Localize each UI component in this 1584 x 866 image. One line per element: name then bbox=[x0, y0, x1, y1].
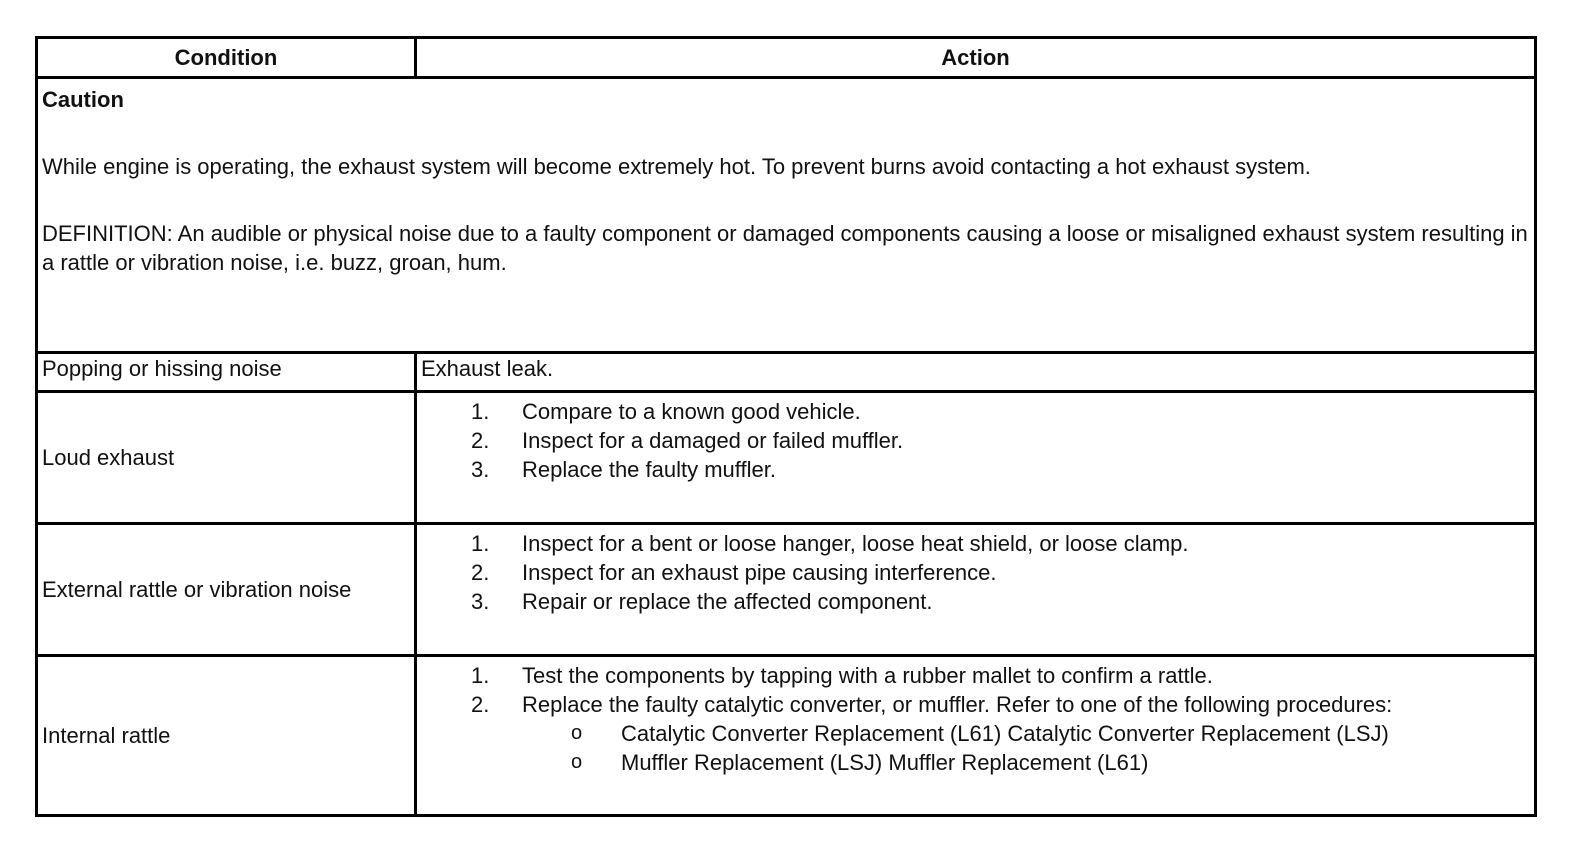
table-row bbox=[37, 392, 1536, 524]
step-text: Repair or replace the affected component. bbox=[522, 589, 933, 614]
step-text: Compare to a known good vehicle. bbox=[522, 399, 861, 424]
step-item bbox=[421, 587, 1534, 616]
step-number: 1. bbox=[471, 399, 490, 424]
step-text: Replace the faulty muffler. bbox=[522, 457, 776, 482]
step-list bbox=[421, 661, 1534, 777]
step-list bbox=[421, 397, 1534, 484]
step-text: Inspect for a bent or loose hanger, loose heat shield, or loose clamp. bbox=[522, 531, 1189, 556]
step-number: 3. bbox=[471, 589, 490, 614]
step-text: Test the components by tapping with a rubber mallet to confirm a rattle. bbox=[522, 663, 1213, 688]
procedure-list bbox=[522, 719, 1534, 777]
step-item bbox=[421, 690, 1534, 777]
action-cell bbox=[416, 656, 1536, 816]
step-item bbox=[421, 397, 1534, 426]
condition-cell: Popping or hissing noise bbox=[37, 353, 416, 392]
step-item bbox=[421, 558, 1534, 587]
table-row bbox=[37, 524, 1536, 656]
action-cell: Exhaust leak. bbox=[416, 353, 1536, 392]
bullet-icon: o bbox=[571, 722, 583, 744]
action-cell bbox=[416, 524, 1536, 656]
condition-cell: External rattle or vibration noise bbox=[37, 524, 416, 656]
condition-cell: Internal rattle bbox=[37, 656, 416, 816]
procedure-text: Catalytic Converter Replacement (L61) Catalytic Converter Replacement (LSJ) bbox=[621, 721, 1389, 746]
step-item bbox=[421, 426, 1534, 455]
procedure-item bbox=[521, 748, 1534, 777]
caution-row bbox=[37, 78, 1536, 353]
step-item bbox=[421, 661, 1534, 690]
condition-cell: Loud exhaust bbox=[37, 392, 416, 524]
action-header: Action bbox=[416, 38, 1536, 78]
condition-header: Condition bbox=[37, 38, 416, 78]
step-text: Replace the faulty catalytic converter, or muffler. Refer to one of the following procedures: bbox=[522, 692, 1393, 717]
step-text: Inspect for a damaged or failed muffler. bbox=[522, 428, 904, 453]
caution-text: While engine is operating, the exhaust system will become extremely hot. To prevent burns avoid contacting a hot exhaust system. bbox=[42, 154, 1311, 179]
table-row bbox=[37, 353, 1536, 392]
step-number: 2. bbox=[471, 692, 490, 717]
step-number: 2. bbox=[471, 428, 490, 453]
header-row bbox=[37, 38, 1536, 78]
bullet-icon: o bbox=[571, 751, 583, 773]
caution-cell bbox=[37, 78, 1536, 353]
caution-title: Caution bbox=[42, 87, 124, 112]
diagnostic-table bbox=[35, 36, 1537, 817]
step-number: 1. bbox=[471, 531, 490, 556]
procedure-item bbox=[521, 719, 1534, 748]
action-cell bbox=[416, 392, 1536, 524]
step-item bbox=[421, 529, 1534, 558]
procedure-text: Muffler Replacement (LSJ) Muffler Replacement (L61) bbox=[621, 750, 1149, 775]
step-number: 1. bbox=[471, 663, 490, 688]
step-number: 2. bbox=[471, 560, 490, 585]
step-list bbox=[421, 529, 1534, 616]
definition-text: DEFINITION: An audible or physical noise due to a faulty component or damaged components causing a loose or misaligned exhaust system resulting in a rattle or vibration noise, i.e. buzz, groan, hum. bbox=[42, 221, 1528, 275]
table-row bbox=[37, 656, 1536, 816]
step-item bbox=[421, 455, 1534, 484]
step-text: Inspect for an exhaust pipe causing interference. bbox=[522, 560, 997, 585]
step-number: 3. bbox=[471, 457, 490, 482]
